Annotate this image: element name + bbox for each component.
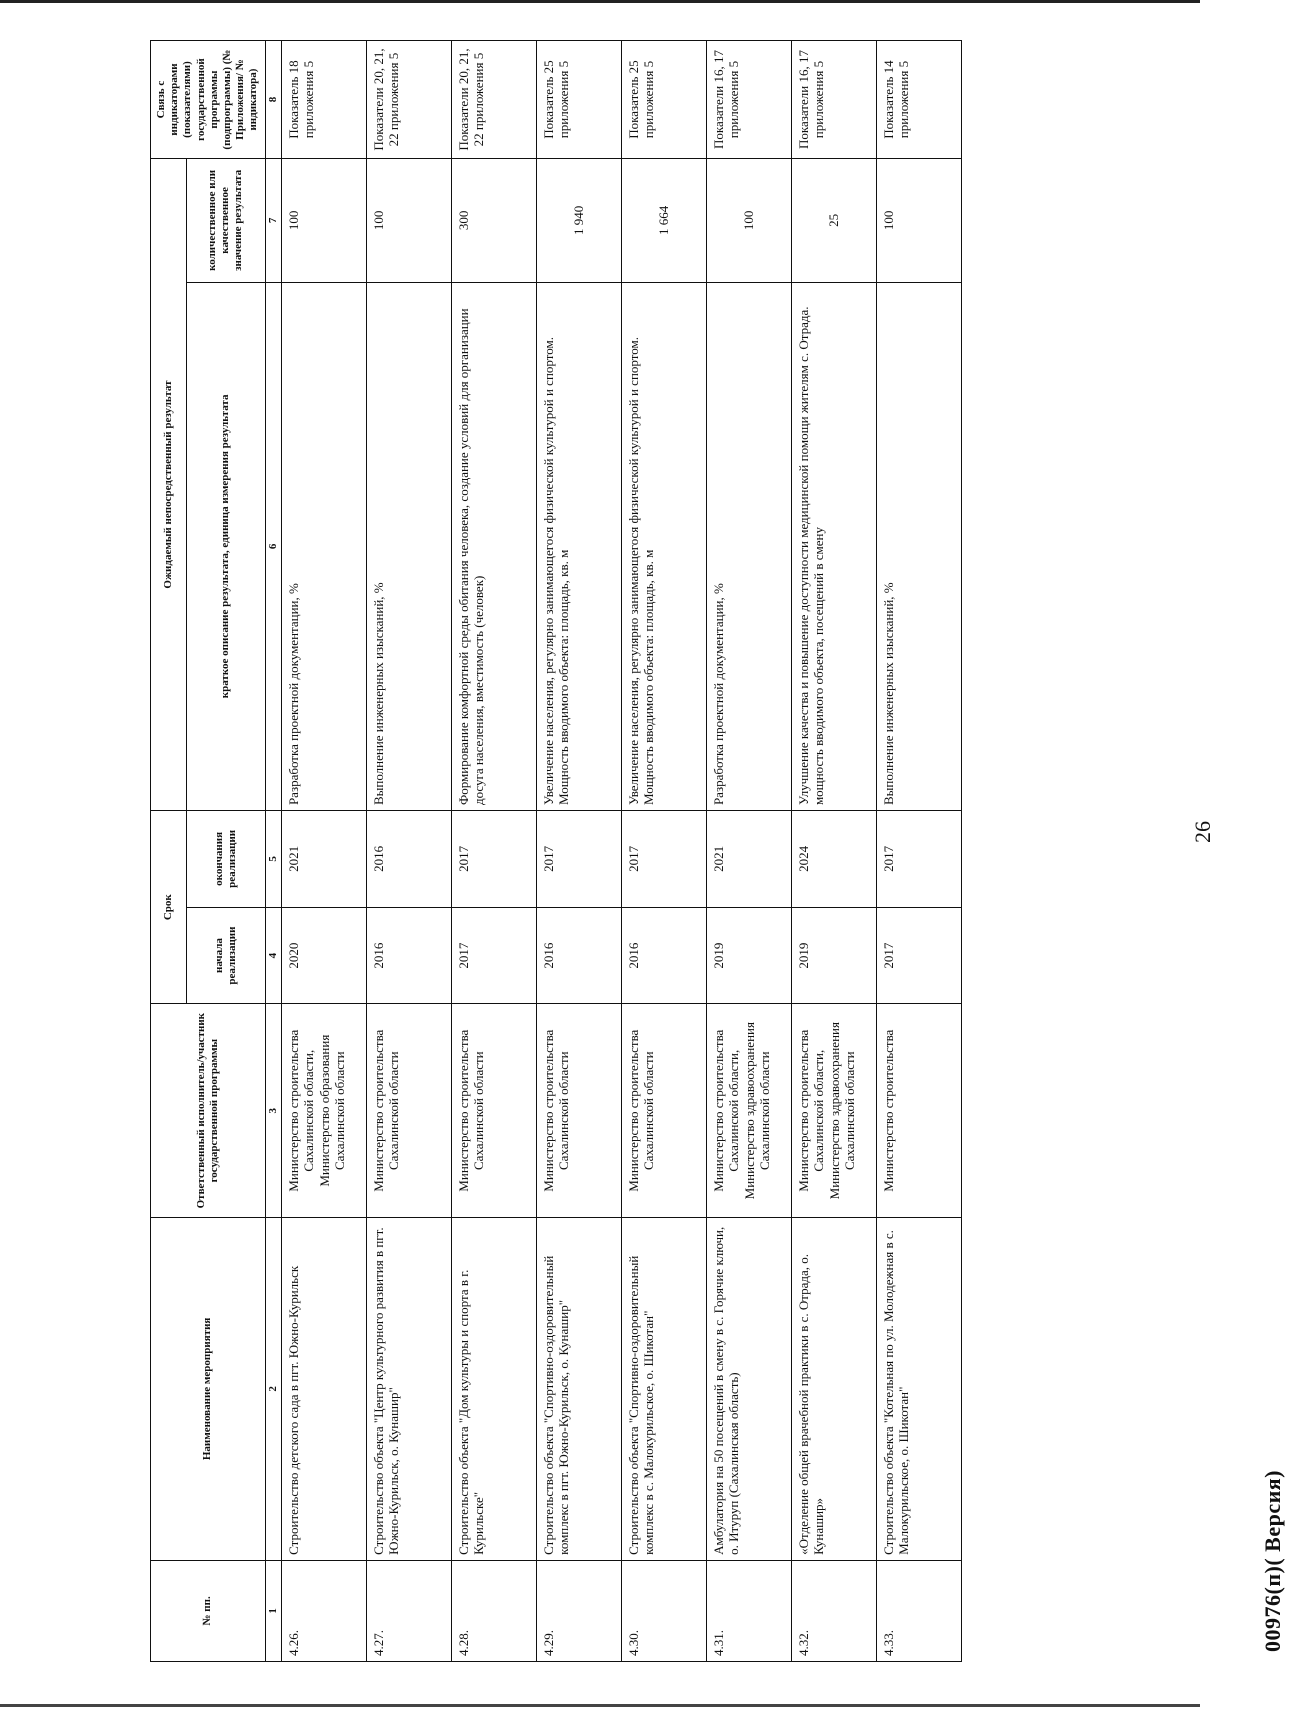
header-end: окончания реализации	[186, 811, 265, 908]
row-link: Показатели 20, 21, 22 приложения 5	[366, 41, 451, 159]
row-link: Показатели 16, 17 приложения 5	[706, 41, 791, 159]
row-name: Строительство объекта "Котельная по ул. Молодежная в с. Малокурильское, о. Шикотан"	[876, 1217, 961, 1560]
row-name: Строительство объекта "Центр культурного развития в пгт. Южно-Курильск, о. Кунашир"	[366, 1217, 451, 1560]
header-link: Связь с индикаторами (показателями) государственной программы (подпрограммы) (№ Приложения/ № индикатора)	[151, 41, 266, 159]
row-end: 2021	[281, 811, 366, 908]
table-row	[706, 41, 791, 1662]
row-number: 4.33.	[876, 1560, 961, 1661]
row-result: Выполнение инженерных изысканий, %	[876, 282, 961, 810]
header-expected: Ожидаемый непосредственный результат	[151, 159, 187, 811]
row-result: Увеличение населения, регулярно занимающегося физической культурой и спортом. Мощность вводимого объекта: площадь, кв. м	[536, 282, 621, 810]
row-end: 2016	[366, 811, 451, 908]
row-start: 2017	[876, 907, 961, 1004]
row-link: Показатели 20, 21, 22 приложения 5	[451, 41, 536, 159]
row-start: 2019	[791, 907, 876, 1004]
row-link: Показатели 16, 17 приложения 5	[791, 41, 876, 159]
row-start: 2019	[706, 907, 791, 1004]
header-term: Срок	[151, 811, 187, 1004]
row-end: 2017	[536, 811, 621, 908]
row-number: 4.32.	[791, 1560, 876, 1661]
column-number: 7	[265, 159, 281, 283]
page-number: 26	[1190, 821, 1215, 843]
row-number: 4.26.	[281, 1560, 366, 1661]
row-end: 2017	[876, 811, 961, 908]
row-number: 4.28.	[451, 1560, 536, 1661]
row-link: Показатель 14 приложения 5	[876, 41, 961, 159]
row-result: Увеличение населения, регулярно занимающегося физической культурой и спортом. Мощность вводимого объекта: площадь, кв. м	[621, 282, 706, 810]
row-result: Улучшение качества и повышение доступности медицинской помощи жителям с. Отрада. мощность вводимого объекта, посещений в смену	[791, 282, 876, 810]
row-responsible: Министерство строительства Сахалинской области	[366, 1004, 451, 1218]
row-name: Строительство объекта "Дом культуры и спорта в г. Курильске"	[451, 1217, 536, 1560]
row-link: Показатель 25 приложения 5	[536, 41, 621, 159]
row-result: Формирование комфортной среды обитания человека, создание условий для организации досуга населения, вместимость (человек)	[451, 282, 536, 810]
column-number: 2	[265, 1217, 281, 1560]
bottom-border-line	[0, 1704, 1200, 1707]
row-responsible: Министерство строительства Сахалинской области	[536, 1004, 621, 1218]
row-end: 2021	[706, 811, 791, 908]
row-value: 300	[451, 159, 536, 283]
footer-stamp: 00976(п)( Версия)	[1260, 1470, 1285, 1652]
table-row	[876, 41, 961, 1662]
header-start: начала реализации	[186, 907, 265, 1004]
row-number: 4.31.	[706, 1560, 791, 1661]
row-end: 2024	[791, 811, 876, 908]
table-row	[621, 41, 706, 1662]
row-result: Выполнение инженерных изысканий, %	[366, 282, 451, 810]
row-value: 1 664	[621, 159, 706, 283]
row-responsible: Министерство строительства Сахалинской области	[451, 1004, 536, 1218]
column-number: 6	[265, 282, 281, 810]
row-link: Показатель 18 приложения 5	[281, 41, 366, 159]
top-border-line	[0, 0, 1200, 3]
table-row	[281, 41, 366, 1662]
row-responsible: Министерство строительства Сахалинской области, Министерство здравоохранения Сахалинской области	[791, 1004, 876, 1218]
row-start: 2016	[621, 907, 706, 1004]
row-end: 2017	[451, 811, 536, 908]
row-end: 2017	[621, 811, 706, 908]
row-result: Разработка проектной документации, %	[281, 282, 366, 810]
table-row	[536, 41, 621, 1662]
row-value: 100	[366, 159, 451, 283]
row-start: 2016	[366, 907, 451, 1004]
row-start: 2020	[281, 907, 366, 1004]
header-name: Наименование мероприятия	[151, 1217, 266, 1560]
row-responsible: Министерство строительства Сахалинской области, Министерство здравоохранения Сахалинской области	[706, 1004, 791, 1218]
header-num: № пп.	[151, 1560, 266, 1661]
row-number: 4.30.	[621, 1560, 706, 1661]
row-responsible: Министерство строительства Сахалинской области	[621, 1004, 706, 1218]
row-responsible: Министерство строительства	[876, 1004, 961, 1218]
row-result: Разработка проектной документации, %	[706, 282, 791, 810]
row-number: 4.29.	[536, 1560, 621, 1661]
row-name: Строительство детского сада в пгт. Южно-Курильск	[281, 1217, 366, 1560]
row-value: 25	[791, 159, 876, 283]
column-number: 3	[265, 1004, 281, 1218]
row-value: 100	[281, 159, 366, 283]
row-number: 4.27.	[366, 1560, 451, 1661]
row-start: 2016	[536, 907, 621, 1004]
column-number: 1	[265, 1560, 281, 1661]
row-name: Амбулатория на 50 посещений в смену в с. Горячие ключи, о. Итуруп (Сахалинская область)	[706, 1217, 791, 1560]
table-row	[366, 41, 451, 1662]
row-value: 100	[706, 159, 791, 283]
row-start: 2017	[451, 907, 536, 1004]
column-number: 5	[265, 811, 281, 908]
rotated-page	[150, 40, 1300, 1662]
row-link: Показатель 25 приложения 5	[621, 41, 706, 159]
row-value: 100	[876, 159, 961, 283]
row-name: Строительство объекта "Спортивно-оздоровительный комплекс в пгт. Южно-Курильск, о. Кунашир"	[536, 1217, 621, 1560]
row-name: «Отделение общей врачебной практики в с. Отрада, о. Кунашир»	[791, 1217, 876, 1560]
header-responsible: Ответственный исполнитель/участник государственной программы	[151, 1004, 266, 1218]
table-row	[451, 41, 536, 1662]
row-value: 1 940	[536, 159, 621, 283]
header-short-desc: краткое описание результата, единица измерения результата	[186, 282, 265, 810]
column-number: 4	[265, 907, 281, 1004]
header-quantity: количественное или качественное значение результата	[186, 159, 265, 283]
program-table	[150, 40, 962, 1662]
column-number: 8	[265, 41, 281, 159]
row-name: Строительство объекта "Спортивно-оздоровительный комплекс в с. Малокурильское, о. Шикотан"	[621, 1217, 706, 1560]
row-responsible: Министерство строительства Сахалинской области, Министерство образования Сахалинской области	[281, 1004, 366, 1218]
table-row	[791, 41, 876, 1662]
